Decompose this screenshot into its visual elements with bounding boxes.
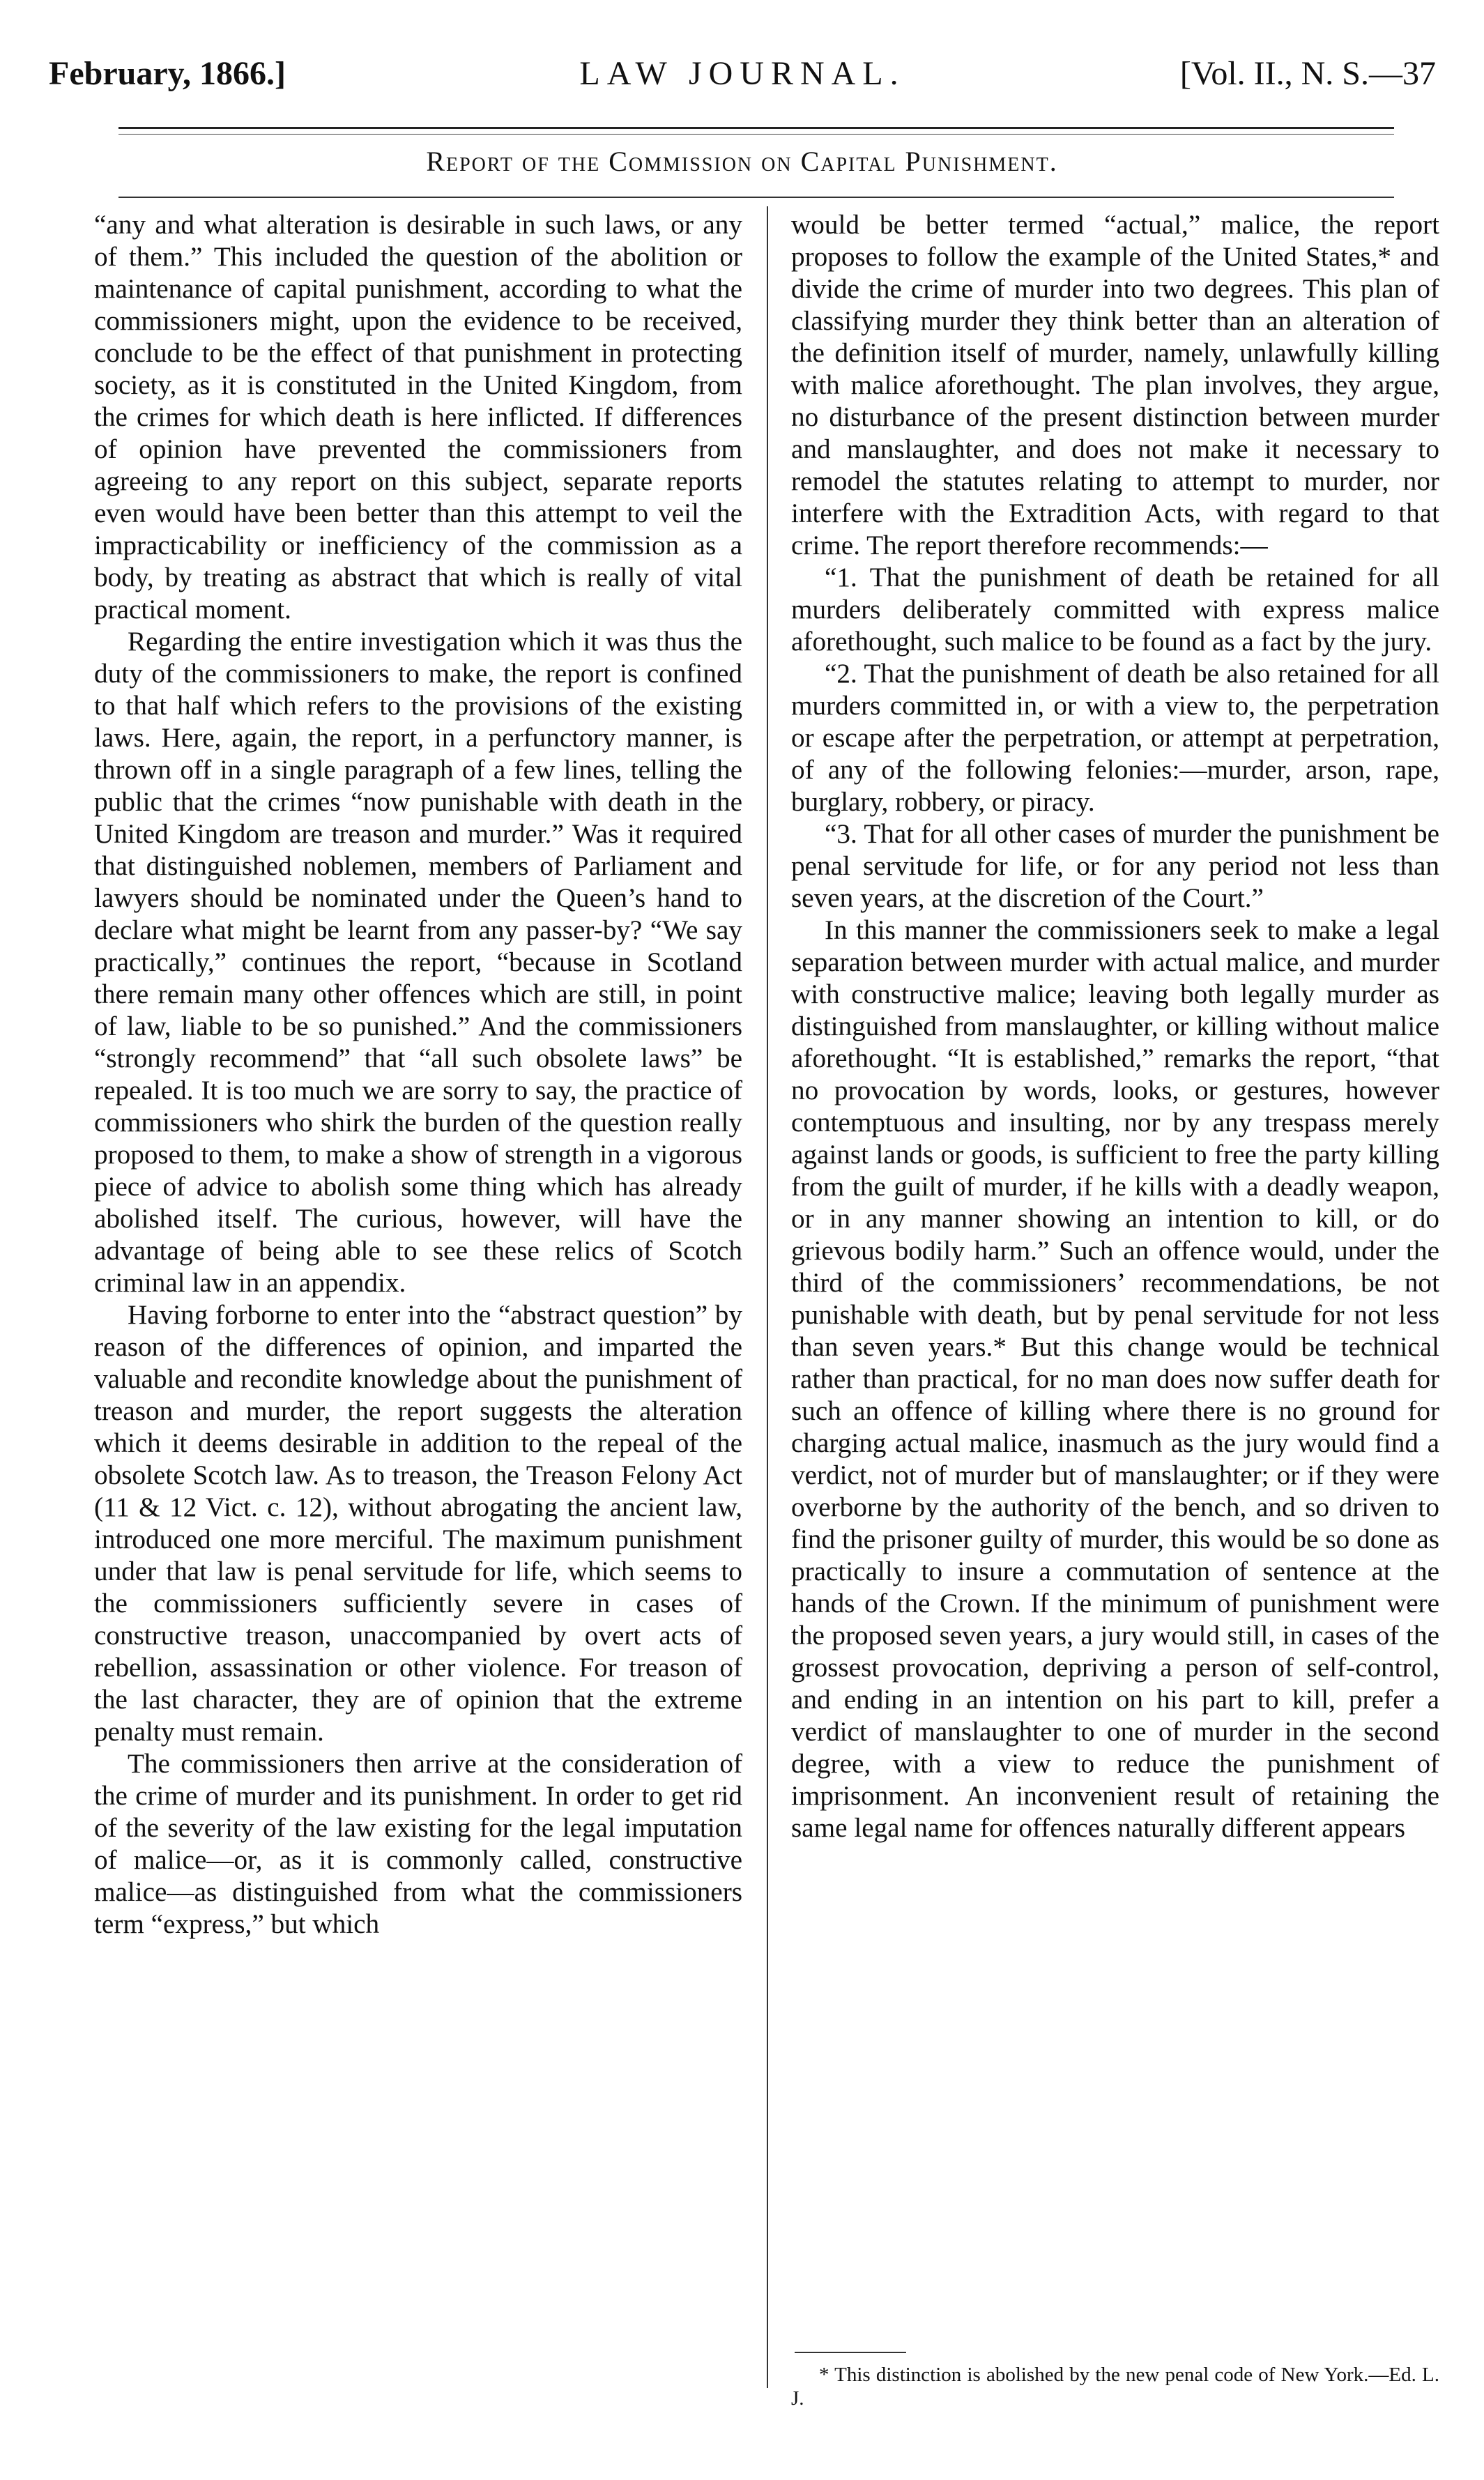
paragraph: Regarding the entire investigation which it was thus the duty of the commissioners to make, the report is confined to that half which refers to the provisions of the existing laws. Here, again, the report, in a perfunctory manner, is thrown off in a single paragraph of a few lines, telling the public that the crimes “now punishable with death in the United Kingdom are treason and murder.” Was it required that distinguished noblemen, members of Parliament and lawyers should be nominated under the Queen’s hand to declare what might be learnt from any passer-by? “We say practically,” continues the report, “because in Scotland there remain many other offences which are still, in point of law, liable to be so punished.” And the commissioners “strongly recommend” that “all such obsolete laws” be repealed. It is too much we are sorry to say, the practice of commissioners who shirk the burden of the question really proposed to them, to make a show of strength in a vigorous piece of advice to abolish some thing which has already abolished itself. The curious, however, will have the advantage of being able to see these relics of Scotch criminal law in an appendix. — [94, 627, 742, 1298]
recommendation-3: “3. That for all other cases of murder the punishment be penal servitude for life, or for any period not less than seven years, at the discretion of the Court.” — [791, 819, 1439, 913]
header-rule-thin — [118, 134, 1394, 135]
footnote — [791, 2363, 1439, 2410]
running-header — [49, 54, 1436, 117]
paragraph: Having forborne to enter into the “abstract question” by reason of the differences of opinion, and imparted the valuable and recondite knowledge about the punishment of treason and murder, the report suggests the alteration which it deems desirable in addition to the repeal of the obsolete Scotch law. As to treason, the Treason Felony Act (11 & 12 Vict. c. 12), without abrogating the ancient law, introduced one more merciful. The maximum punishment under that law is penal servitude for life, which seems to the commissioners sufficiently severe in cases of constructive treason, unaccompanied by overt acts of rebellion, assassination or other violence. For treason of the last character, they are of opinion that the extreme penalty must remain. — [94, 1300, 742, 1747]
recommendation-2: “2. That the punishment of death be also retained for all murders committed in, or with a view to, the perpetration or escape after the perpetration, or attempt at perpetration, of any of the following felonies:—murder, arson, rape, burglary, robbery, or piracy. — [791, 659, 1439, 817]
header-rule — [118, 127, 1394, 129]
right-column — [791, 209, 1439, 1844]
column-divider — [767, 206, 768, 2388]
paragraph: would be better termed “actual,” malice, the report proposes to follow the example of the United States,* and divide the crime of murder into two degrees. This plan of classifying murder they think better than an alteration of the definition itself of murder, namely, unlawfully killing with malice aforethought. The plan involves, they argue, no disturbance of the present distinction between murder and manslaughter, and does not make it necessary to remodel the statutes relating to attempt to murder, nor interfere with the Extradition Acts, with regard to that crime. The report therefore recommends:— — [791, 210, 1439, 560]
footnote-rule — [795, 2352, 906, 2353]
recommendation-1: “1. That the punishment of death be retained for all murders deliberately committed with express malice aforethought, such malice to be found as a fact by the jury. — [791, 562, 1439, 657]
article-title: Report of the Commission on Capital Punishment. — [426, 146, 1058, 177]
left-column — [94, 209, 742, 1941]
paragraph: The commissioners then arrive at the consideration of the crime of murder and its punishment. In order to get rid of the severity of the law existing for the legal imputation of malice—or, as it is commonly called, constructive malice—as distinguished from what the commissioners term “express,” but which — [94, 1749, 742, 1939]
paragraph: “any and what alteration is desirable in such laws, or any of them.” This included the question of the abolition or maintenance of capital punishment, according to what the commissioners might, upon the evidence to be received, conclude to be the effect of that punishment in protecting society, as it is constituted in the United Kingdom, from the crimes for which death is here inflicted. If differences of opinion have prevented the commissioners from agreeing to any report on this subject, separate reports even would have been better than this attempt to veil the impracticability or inefficiency of the commission as a body, by treating as abstract that which is really of vital practical moment. — [94, 210, 742, 625]
footnote-text: * This distinction is abolished by the new penal code of New York.—Ed. L. J. — [791, 2364, 1439, 2410]
title-rule — [118, 197, 1394, 198]
journal-title: LAW JOURNAL. — [579, 55, 905, 92]
paragraph: In this manner the commissioners seek to make a legal separation between murder with actual malice, and murder with constructive malice; leaving both legally murder as distinguished from manslaughter, or killing without malice aforethought. “It is established,” remarks the report, “that no provocation by words, looks, or gestures, however contemptuous and insulting, nor by any trespass merely against lands or goods, is sufficient to free the party killing from the guilt of murder, if he kills with a deadly weapon, or in any manner showing an intention to kill, or do grievous bodily harm.” Such an offence would, under the third of the commissioners’ recommendations, be not punishable with death, but by penal servitude for not less than seven years.* But this change would be technical rather than practical, for no man does now suffer death for such an offence of killing where there is no ground for charging actual malice, inasmuch as the jury would find a verdict, not of murder but of manslaughter; or if they were overborne by the authority of the bench, and so driven to find the prisoner guilty of murder, this would be so done as practically to insure a commutation of sentence at the hands of the Crown. If the minimum of punishment were the proposed seven years, a jury would still, in cases of the grossest provocation, depriving a person of self-control, and ending in an intention on his part to kill, prefer a verdict of manslaughter to one of murder in the second degree, with a view to reduce the punishment of imprisonment. An inconvenient result of retaining the same legal name for offences naturally different appears — [791, 915, 1439, 1843]
header-volume: [Vol. II., N. S.—37 — [1179, 55, 1436, 92]
header-date: February, 1866.] — [49, 55, 286, 92]
